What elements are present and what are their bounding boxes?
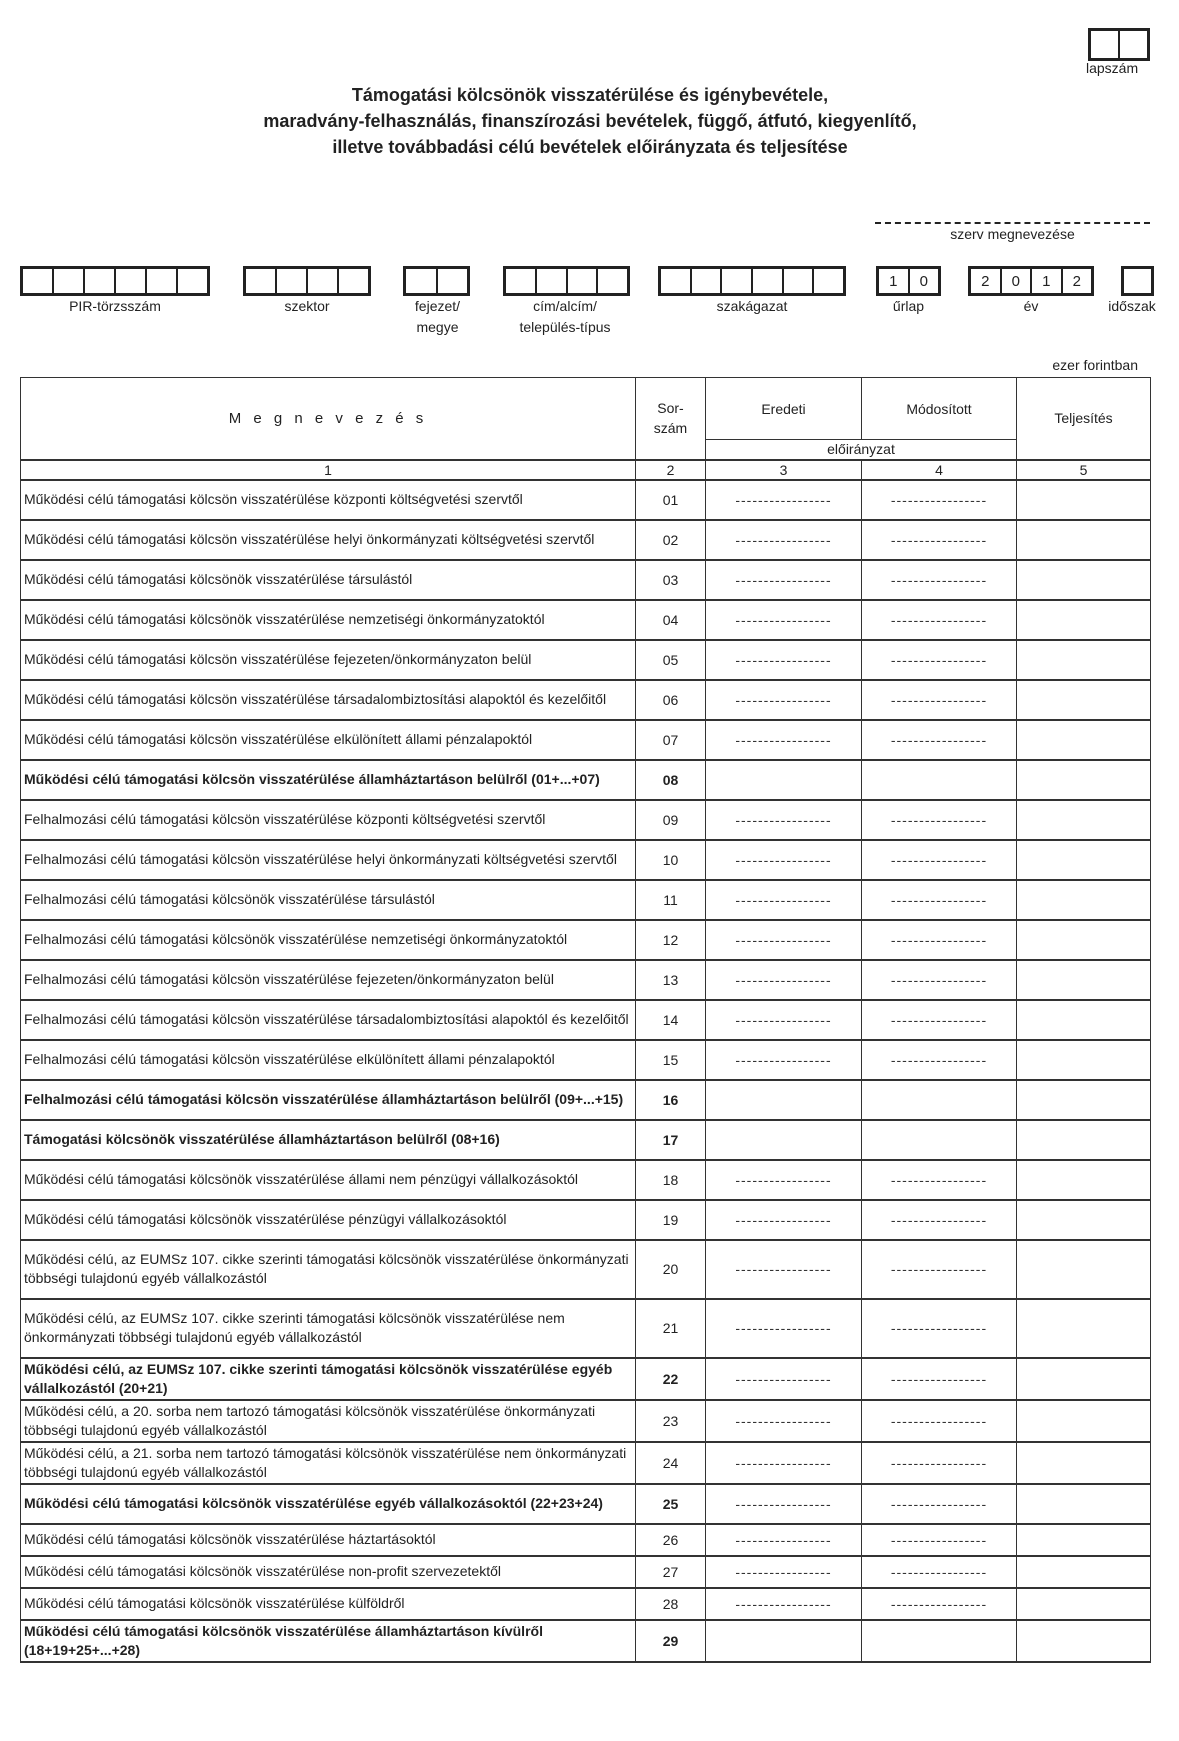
teljesites-cell[interactable]	[1017, 1080, 1151, 1120]
table-row	[21, 520, 1151, 560]
id-field-cell[interactable]	[406, 269, 438, 293]
eredeti-cell: -----------------	[706, 1400, 862, 1442]
table-row	[21, 1556, 1151, 1588]
table-row	[21, 480, 1151, 520]
modositott-cell: -----------------	[862, 1000, 1017, 1040]
modositott-cell: -----------------	[862, 1484, 1017, 1524]
row-number: 07	[636, 720, 706, 760]
eredeti-cell: -----------------	[706, 720, 862, 760]
modositott-cell: -----------------	[862, 1160, 1017, 1200]
table-row	[21, 800, 1151, 840]
row-name: Működési célú támogatási kölcsön visszatérülése elkülönített állami pénzalapoktól	[21, 720, 636, 760]
header-teljesites: Teljesítés	[1017, 378, 1151, 460]
main-table	[20, 377, 1151, 1663]
table-row	[21, 920, 1151, 960]
row-number: 06	[636, 680, 706, 720]
row-name: Működési célú támogatási kölcsön visszatérülése államháztartáson belülről (01+...+07)	[21, 760, 636, 800]
row-name: Működési célú támogatási kölcsönök visszatérülése non-profit szervezetektől	[21, 1556, 636, 1588]
modositott-cell: -----------------	[862, 1588, 1017, 1620]
id-field-cell[interactable]	[308, 269, 339, 293]
row-number: 12	[636, 920, 706, 960]
table-row	[21, 1299, 1151, 1358]
eredeti-cell: -----------------	[706, 1000, 862, 1040]
eredeti-cell: -----------------	[706, 1442, 862, 1484]
row-number: 27	[636, 1556, 706, 1588]
id-field-cell[interactable]: 2	[1072, 272, 1081, 290]
teljesites-cell[interactable]	[1017, 480, 1151, 520]
col-number: 1	[21, 460, 636, 480]
id-field-cell[interactable]	[1124, 269, 1151, 293]
row-number: 19	[636, 1200, 706, 1240]
id-field-cell[interactable]	[814, 269, 843, 293]
row-name: Felhalmozási célú támogatási kölcsönök visszatérülése nemzetiségi önkormányzatoktól	[21, 920, 636, 960]
id-field-box[interactable]	[876, 266, 941, 296]
row-name: Működési célú támogatási kölcsönök visszatérülése nemzetiségi önkormányzatoktól	[21, 600, 636, 640]
row-name: Működési célú támogatási kölcsönök visszatérülése pénzügyi vállalkozásoktól	[21, 1200, 636, 1240]
row-name: Működési célú támogatási kölcsönök visszatérülése társulástól	[21, 560, 636, 600]
teljesites-cell[interactable]	[1017, 1120, 1151, 1160]
teljesites-cell[interactable]	[1017, 920, 1151, 960]
row-number: 22	[636, 1358, 706, 1400]
row-name: Működési célú, az EUMSz 107. cikke szerinti támogatási kölcsönök visszatérülése önkormányzati többségi tulajdonú egyéb vállalkozástól	[21, 1240, 636, 1299]
row-number: 09	[636, 800, 706, 840]
table-row	[21, 1200, 1151, 1240]
row-number: 24	[636, 1442, 706, 1484]
modositott-cell: -----------------	[862, 720, 1017, 760]
szerv-name-field[interactable]	[875, 222, 1150, 224]
row-name: Működési célú támogatási kölcsönök visszatérülése állami nem pénzügyi vállalkozásoktól	[21, 1160, 636, 1200]
teljesites-cell[interactable]	[1017, 1400, 1151, 1442]
eredeti-cell: -----------------	[706, 1299, 862, 1358]
modositott-cell: -----------------	[862, 1442, 1017, 1484]
modositott-cell: -----------------	[862, 880, 1017, 920]
id-field-label: cím/alcím/ település-típus	[519, 298, 611, 335]
id-field-label: űrlap	[892, 298, 925, 314]
row-number: 03	[636, 560, 706, 600]
form-title-line-1: Támogatási kölcsönök visszatérülése és igénybevétele,	[351, 85, 829, 105]
col-number: 3	[706, 460, 862, 480]
row-number: 23	[636, 1400, 706, 1442]
col-number: 5	[1017, 460, 1151, 480]
table-row	[21, 1040, 1151, 1080]
eredeti-cell: -----------------	[706, 1588, 862, 1620]
row-name: Működési célú támogatási kölcsönök visszatérülése egyéb vállalkozásoktól (22+23+24)	[21, 1484, 636, 1524]
id-field-cell[interactable]	[784, 269, 815, 293]
teljesites-cell[interactable]	[1017, 1000, 1151, 1040]
row-name: Felhalmozási célú támogatási kölcsön visszatérülése helyi önkormányzati költségvetési szervtől	[21, 840, 636, 880]
row-number: 16	[636, 1080, 706, 1120]
table-row	[21, 1358, 1151, 1400]
id-field-label: PIR-törzsszám	[69, 298, 161, 314]
table-row	[21, 720, 1151, 760]
table-row	[21, 840, 1151, 880]
table-row	[21, 1442, 1151, 1484]
table-row	[21, 1120, 1151, 1160]
table-row	[21, 880, 1151, 920]
id-field-box[interactable]	[503, 266, 630, 296]
table-row	[21, 1484, 1151, 1524]
teljesites-cell[interactable]	[1017, 1588, 1151, 1620]
modositott-cell: -----------------	[862, 920, 1017, 960]
lapszam-cell[interactable]	[1120, 31, 1147, 58]
modositott-cell: -----------------	[862, 1524, 1017, 1556]
row-number: 29	[636, 1620, 706, 1662]
id-field-cell[interactable]	[506, 269, 537, 293]
teljesites-cell[interactable]	[1017, 680, 1151, 720]
unit-label: ezer forintban	[1052, 357, 1138, 373]
teljesites-cell[interactable]	[1017, 1524, 1151, 1556]
id-field-label: fejezet/ megye	[414, 298, 461, 335]
id-field-cell[interactable]	[246, 269, 277, 293]
id-field-cell[interactable]	[598, 269, 627, 293]
eredeti-cell[interactable]	[706, 1080, 862, 1120]
eredeti-cell: -----------------	[706, 1484, 862, 1524]
id-field-cell[interactable]: 0	[1002, 269, 1033, 293]
id-field-box[interactable]	[1121, 266, 1154, 296]
id-field-cell[interactable]: 1	[1032, 269, 1063, 293]
row-name: Működési célú, a 21. sorba nem tartozó támogatási kölcsönök visszatérülése nem önkormányzati többségi tulajdonú egyéb vállalkozástól	[21, 1442, 636, 1484]
table-row	[21, 560, 1151, 600]
teljesites-cell[interactable]	[1017, 520, 1151, 560]
row-number: 25	[636, 1484, 706, 1524]
id-field-cell[interactable]: 2	[971, 269, 1002, 293]
row-number: 28	[636, 1588, 706, 1620]
id-field-cell[interactable]	[722, 269, 753, 293]
row-name: Működési célú támogatási kölcsönök visszatérülése államháztartáson kívülről (18+19+25+...+28)	[21, 1620, 636, 1662]
id-field-cell[interactable]	[438, 269, 468, 293]
row-number: 11	[636, 880, 706, 920]
eredeti-cell: -----------------	[706, 640, 862, 680]
eredeti-cell: -----------------	[706, 520, 862, 560]
modositott-cell: -----------------	[862, 1299, 1017, 1358]
szerv-name-label: szerv megnevezése	[950, 226, 1075, 242]
col-number: 4	[862, 460, 1017, 480]
id-field-cell[interactable]	[661, 269, 692, 293]
id-field-box[interactable]	[968, 266, 1094, 296]
modositott-cell: -----------------	[862, 1240, 1017, 1299]
modositott-cell: -----------------	[862, 560, 1017, 600]
id-field-box[interactable]	[20, 266, 210, 296]
table-row	[21, 1160, 1151, 1200]
eredeti-cell[interactable]	[706, 1620, 862, 1662]
header-eloiranyzat: előirányzat	[706, 440, 1017, 460]
row-number: 17	[636, 1120, 706, 1160]
eredeti-cell: -----------------	[706, 880, 862, 920]
header-eredeti: Eredeti	[706, 378, 862, 440]
row-number: 05	[636, 640, 706, 680]
row-number: 26	[636, 1524, 706, 1556]
header-megnevezes: M e g n e v e z é s	[21, 378, 636, 460]
eredeti-cell: -----------------	[706, 960, 862, 1000]
id-field-cell[interactable]	[116, 269, 147, 293]
row-number: 15	[636, 1040, 706, 1080]
eredeti-cell: -----------------	[706, 1160, 862, 1200]
teljesites-cell[interactable]	[1017, 1299, 1151, 1358]
teljesites-cell[interactable]	[1017, 800, 1151, 840]
id-field-box[interactable]	[403, 266, 470, 296]
id-field-label: szektor	[284, 298, 330, 314]
row-name: Felhalmozási célú támogatási kölcsön visszatérülése központi költségvetési szervtől	[21, 800, 636, 840]
row-number: 01	[636, 480, 706, 520]
modositott-cell: -----------------	[862, 1040, 1017, 1080]
table-row	[21, 600, 1151, 640]
table-row	[21, 640, 1151, 680]
row-name: Működési célú támogatási kölcsönök visszatérülése háztartásoktól	[21, 1524, 636, 1556]
row-number: 20	[636, 1240, 706, 1299]
modositott-cell: -----------------	[862, 680, 1017, 720]
id-field-label: év	[1023, 298, 1039, 314]
modositott-cell: -----------------	[862, 1556, 1017, 1588]
row-name: Felhalmozási célú támogatási kölcsön visszatérülése államháztartáson belülről (09+...+15)	[21, 1080, 636, 1120]
eredeti-cell: -----------------	[706, 1358, 862, 1400]
eredeti-cell: -----------------	[706, 1556, 862, 1588]
teljesites-cell[interactable]	[1017, 720, 1151, 760]
modositott-cell: -----------------	[862, 1200, 1017, 1240]
row-name: Felhalmozási célú támogatási kölcsön visszatérülése elkülönített állami pénzalapoktól	[21, 1040, 636, 1080]
id-field-cell[interactable]	[23, 269, 54, 293]
row-number: 13	[636, 960, 706, 1000]
id-field-cell[interactable]	[54, 269, 85, 293]
id-field-cell[interactable]	[178, 269, 207, 293]
teljesites-cell[interactable]	[1017, 1160, 1151, 1200]
row-name: Működési célú támogatási kölcsönök visszatérülése külföldről	[21, 1588, 636, 1620]
id-field-label: szakágazat	[716, 298, 788, 314]
row-name: Működési célú támogatási kölcsön visszatérülése központi költségvetési szervtől	[21, 480, 636, 520]
row-name: Támogatási kölcsönök visszatérülése államháztartáson belülről (08+16)	[21, 1120, 636, 1160]
teljesites-cell[interactable]	[1017, 560, 1151, 600]
table-row	[21, 760, 1151, 800]
modositott-cell[interactable]	[862, 1120, 1017, 1160]
header-sorszam: Sor- szám	[636, 378, 706, 460]
eredeti-cell: -----------------	[706, 1200, 862, 1240]
header-modositott: Módosított	[862, 378, 1017, 440]
id-field-cell[interactable]	[277, 269, 308, 293]
row-number: 14	[636, 1000, 706, 1040]
row-name: Felhalmozási célú támogatási kölcsön visszatérülése fejezeten/önkormányzaton belül	[21, 960, 636, 1000]
form-title-line-3: illetve továbbadási célú bevételek előirányzata és teljesítése	[332, 137, 848, 157]
teljesites-cell[interactable]	[1017, 1358, 1151, 1400]
eredeti-cell: -----------------	[706, 480, 862, 520]
teljesites-cell[interactable]	[1017, 760, 1151, 800]
eredeti-cell: -----------------	[706, 600, 862, 640]
table-row	[21, 1588, 1151, 1620]
teljesites-cell[interactable]	[1017, 1442, 1151, 1484]
row-name: Működési célú, az EUMSz 107. cikke szerinti támogatási kölcsönök visszatérülése egyéb vállalkozástól (20+21)	[21, 1358, 636, 1400]
id-field-cell[interactable]	[339, 269, 368, 293]
row-number: 08	[636, 760, 706, 800]
eredeti-cell: -----------------	[706, 1524, 862, 1556]
eredeti-cell: -----------------	[706, 920, 862, 960]
form-title	[130, 82, 1050, 160]
modositott-cell: -----------------	[862, 640, 1017, 680]
col-number: 2	[636, 460, 706, 480]
row-name: Működési célú, az EUMSz 107. cikke szerinti támogatási kölcsönök visszatérülése nem önkormányzati többségi tulajdonú egyéb vállalkozástól	[21, 1299, 636, 1358]
teljesites-cell[interactable]	[1017, 1200, 1151, 1240]
table-row	[21, 1000, 1151, 1040]
modositott-cell: -----------------	[862, 480, 1017, 520]
eredeti-cell: -----------------	[706, 800, 862, 840]
id-field-box[interactable]	[658, 266, 846, 296]
table-row	[21, 1080, 1151, 1120]
modositott-cell[interactable]	[862, 1620, 1017, 1662]
id-field-cell[interactable]	[85, 269, 116, 293]
row-name: Működési célú támogatási kölcsön visszatérülése helyi önkormányzati költségvetési szervtől	[21, 520, 636, 560]
id-field-cell[interactable]: 0	[919, 272, 928, 290]
teljesites-cell[interactable]	[1017, 960, 1151, 1000]
row-name: Működési célú támogatási kölcsön visszatérülése fejezeten/önkormányzaton belül	[21, 640, 636, 680]
form-title-line-2: maradvány-felhasználás, finanszírozási bevételek, függő, átfutó, kiegyenlítő,	[263, 111, 917, 131]
row-number: 04	[636, 600, 706, 640]
teljesites-cell[interactable]	[1017, 1556, 1151, 1588]
table-row	[21, 1620, 1151, 1662]
teljesites-cell[interactable]	[1017, 600, 1151, 640]
table-row	[21, 1400, 1151, 1442]
row-number: 02	[636, 520, 706, 560]
eredeti-cell: -----------------	[706, 840, 862, 880]
eredeti-cell: -----------------	[706, 560, 862, 600]
table-row	[21, 1524, 1151, 1556]
modositott-cell: -----------------	[862, 840, 1017, 880]
modositott-cell: -----------------	[862, 1400, 1017, 1442]
id-field-box[interactable]	[243, 266, 371, 296]
id-field-label: időszak	[1108, 298, 1156, 314]
eredeti-cell[interactable]	[706, 1120, 862, 1160]
modositott-cell[interactable]	[862, 1080, 1017, 1120]
row-name: Felhalmozási célú támogatási kölcsönök visszatérülése társulástól	[21, 880, 636, 920]
eredeti-cell: -----------------	[706, 1240, 862, 1299]
teljesites-cell[interactable]	[1017, 640, 1151, 680]
modositott-cell: -----------------	[862, 1358, 1017, 1400]
row-name: Működési célú, a 20. sorba nem tartozó támogatási kölcsönök visszatérülése önkormányzati többségi tulajdonú egyéb vállalkozástól	[21, 1400, 636, 1442]
teljesites-cell[interactable]	[1017, 840, 1151, 880]
row-number: 21	[636, 1299, 706, 1358]
row-number: 18	[636, 1160, 706, 1200]
row-number: 10	[636, 840, 706, 880]
id-field-cell[interactable]: 1	[879, 269, 910, 293]
teljesites-cell[interactable]	[1017, 1040, 1151, 1080]
teljesites-cell[interactable]	[1017, 1240, 1151, 1299]
eredeti-cell: -----------------	[706, 680, 862, 720]
teljesites-cell[interactable]	[1017, 1484, 1151, 1524]
id-field-cell[interactable]	[537, 269, 568, 293]
row-name: Működési célú támogatási kölcsön visszatérülése társadalombiztosítási alapoktól és kezelőitől	[21, 680, 636, 720]
modositott-cell: -----------------	[862, 960, 1017, 1000]
eredeti-cell: -----------------	[706, 1040, 862, 1080]
id-field-cell[interactable]	[692, 269, 723, 293]
eredeti-cell[interactable]	[706, 760, 862, 800]
lapszam-field[interactable]	[1088, 28, 1150, 61]
teljesites-cell[interactable]	[1017, 1620, 1151, 1662]
teljesites-cell[interactable]	[1017, 880, 1151, 920]
modositott-cell[interactable]	[862, 760, 1017, 800]
table-row	[21, 1240, 1151, 1299]
id-field-cell[interactable]	[568, 269, 599, 293]
modositott-cell: -----------------	[862, 800, 1017, 840]
table-row	[21, 680, 1151, 720]
lapszam-cell[interactable]	[1091, 31, 1120, 58]
row-name: Felhalmozási célú támogatási kölcsön visszatérülése társadalombiztosítási alapoktól és kezelőitől	[21, 1000, 636, 1040]
modositott-cell: -----------------	[862, 520, 1017, 560]
id-field-cell[interactable]	[753, 269, 784, 293]
modositott-cell: -----------------	[862, 600, 1017, 640]
lapszam-label: lapszám	[1086, 60, 1139, 76]
id-field-cell[interactable]	[147, 269, 178, 293]
table-row	[21, 960, 1151, 1000]
